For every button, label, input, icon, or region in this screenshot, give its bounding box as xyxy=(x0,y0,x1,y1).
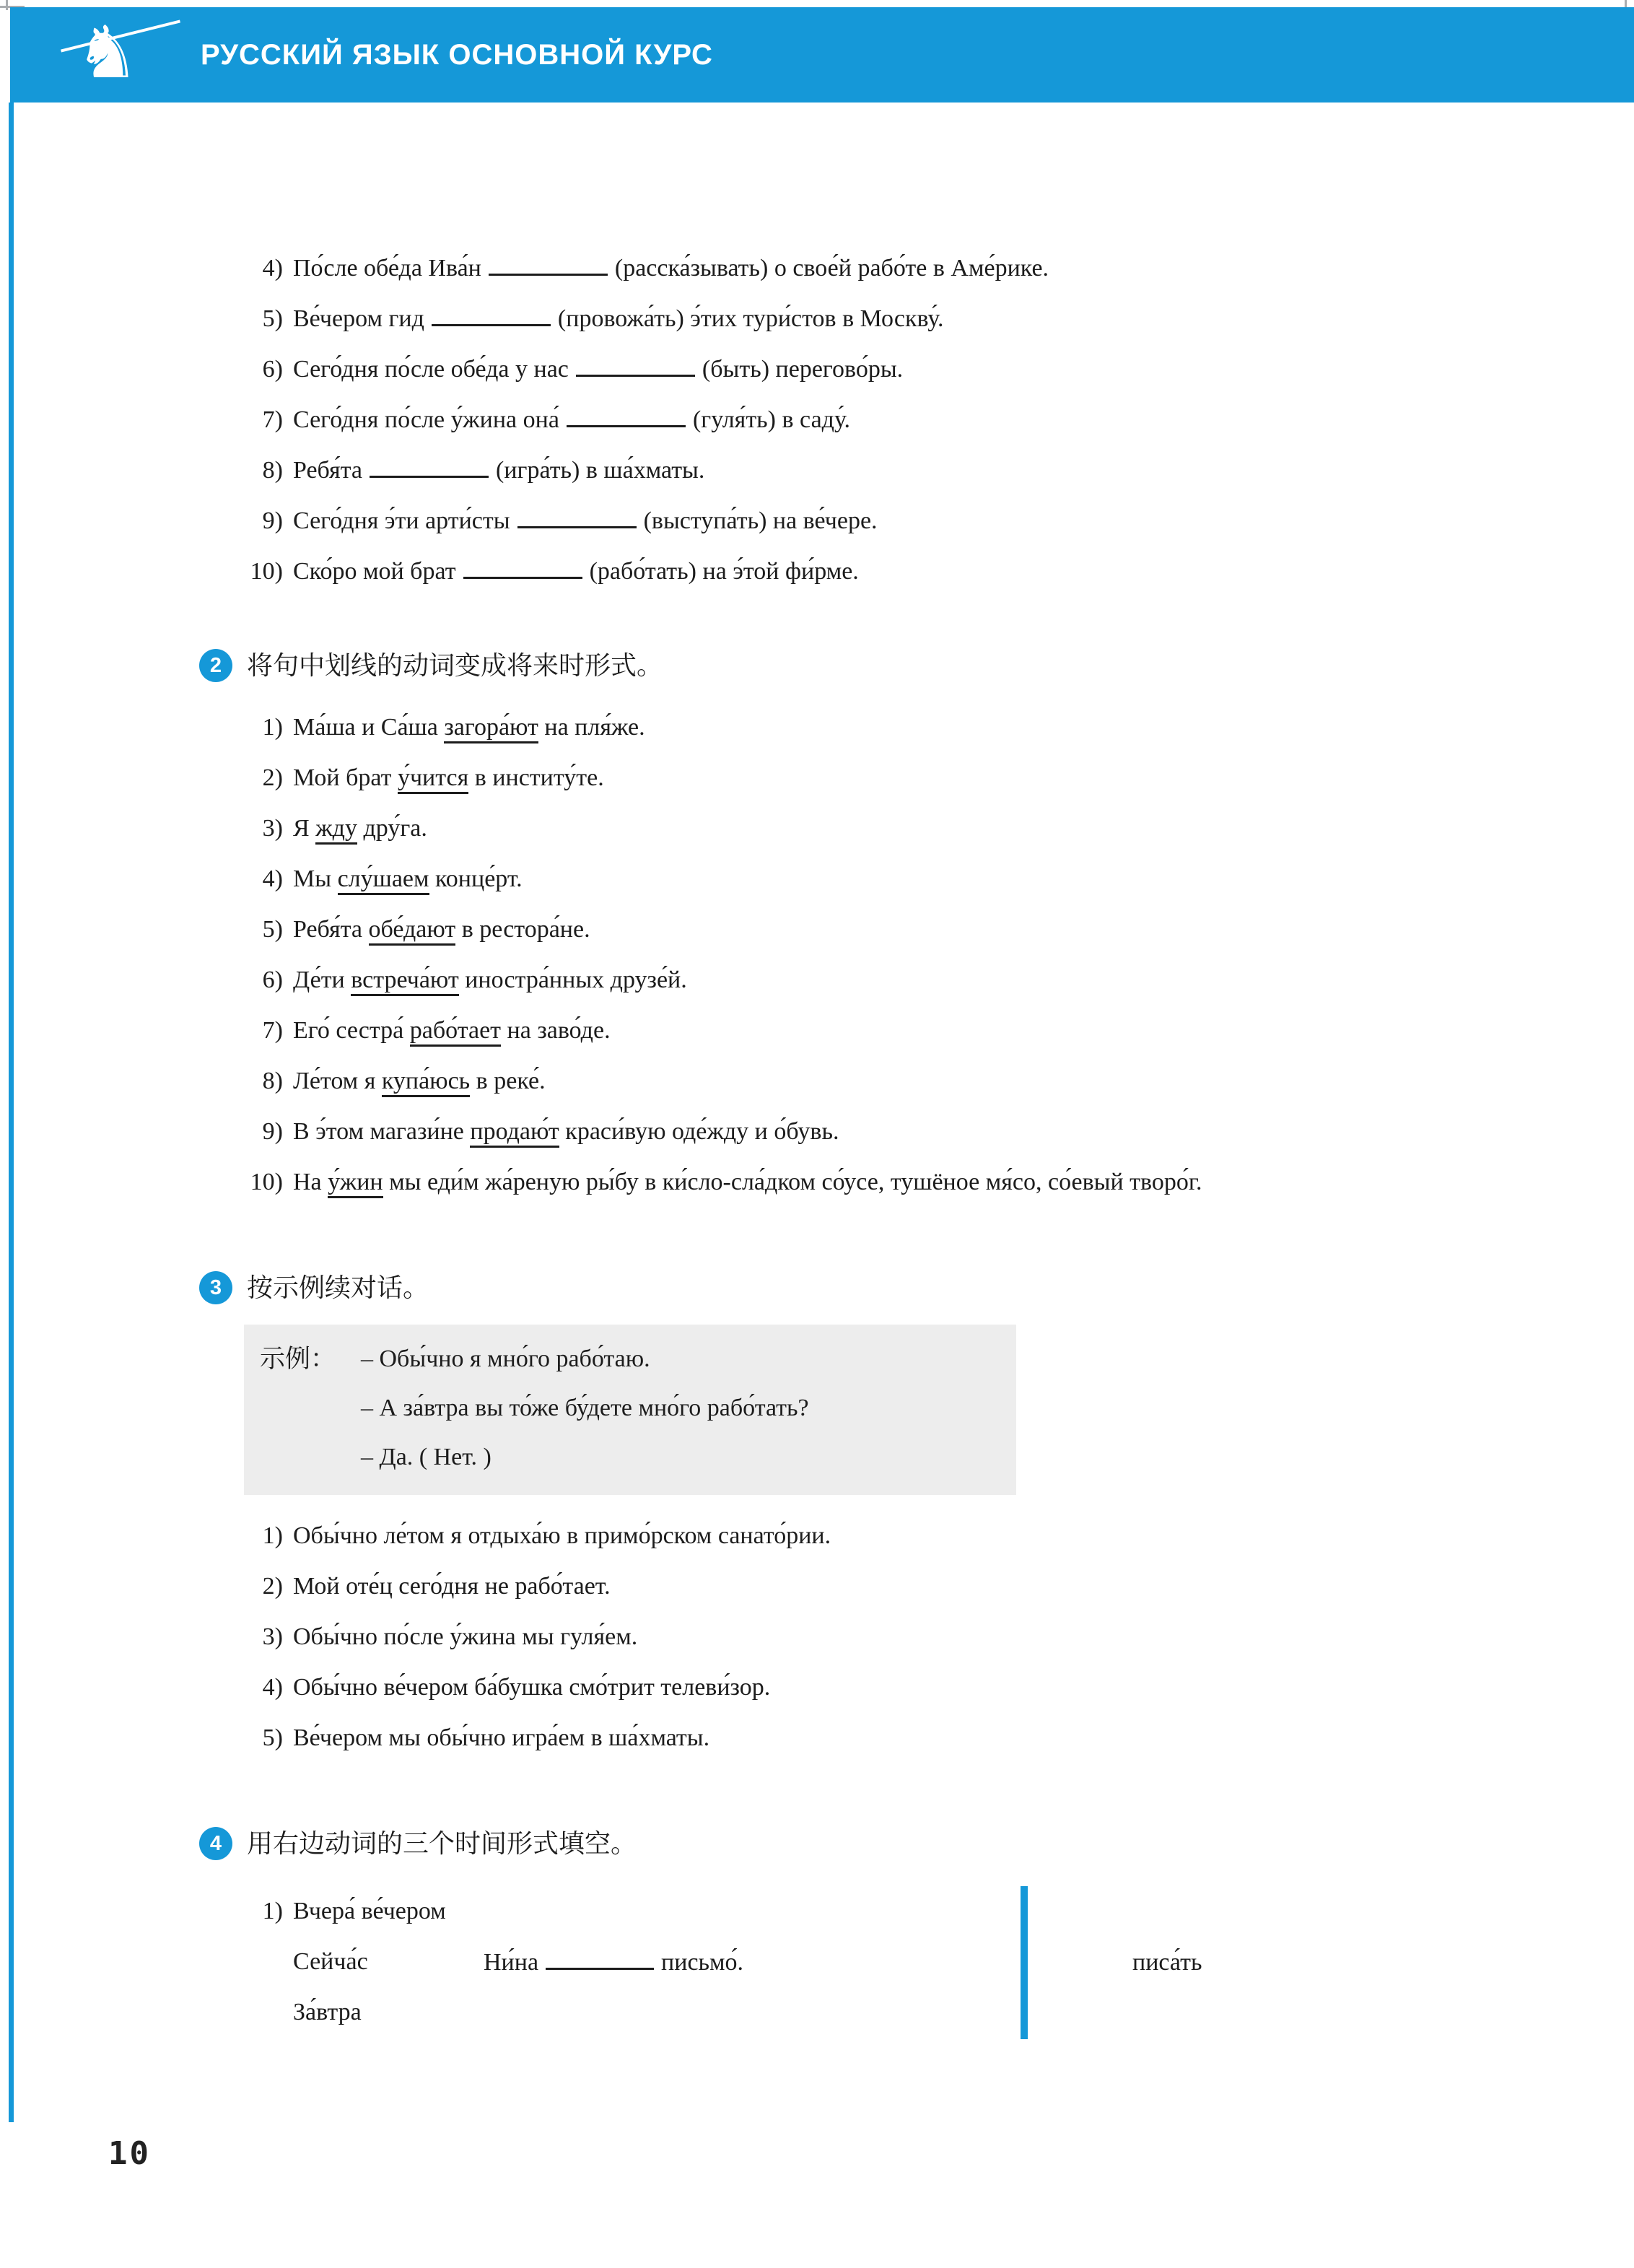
exercise1-item xyxy=(238,546,1526,597)
exercise2-title: 将句中划线的动词变成将来时形式。 xyxy=(247,651,663,680)
item-pre: Ребя́та xyxy=(293,916,369,943)
item-pre: Сего́дня по́сле у́жина она́ xyxy=(293,406,559,433)
item-post: в институ́те. xyxy=(468,764,604,791)
item-text: Ве́чером мы обы́чно игра́ем в ша́хматы. xyxy=(293,1724,710,1751)
item-number: 1) xyxy=(262,1522,283,1549)
example-dialog-line: – Да. ( Нет. ) xyxy=(361,1444,491,1470)
exercise4-item xyxy=(238,1886,1526,2039)
item-text: Мой оте́ц сего́дня не рабо́тает. xyxy=(293,1573,611,1600)
item-text xyxy=(293,1157,1526,1208)
item-number: 7) xyxy=(262,406,283,433)
item-number: 6) xyxy=(262,967,283,993)
item-pre: Ребя́та xyxy=(293,457,363,484)
item-number: 5) xyxy=(262,305,283,332)
example-box xyxy=(244,1325,1016,1495)
exercise4-title: 用右边动词的三个时间形式填空。 xyxy=(247,1829,637,1858)
horse-rider-logo-icon xyxy=(55,7,185,103)
item-post: конце́рт. xyxy=(429,865,523,892)
item-number: 2) xyxy=(262,764,283,791)
item-post: (игра́ть) в ша́хматы. xyxy=(496,457,705,484)
item-text xyxy=(293,445,1526,496)
sentence-subject: Ни́на xyxy=(484,1949,539,1976)
item-post: на пля́же. xyxy=(538,714,645,741)
exercise2-item xyxy=(238,1157,1526,1208)
exercise1-item xyxy=(238,243,1526,294)
exercise2-items xyxy=(238,702,1526,1208)
time-words-column xyxy=(238,1886,484,2039)
item-pre: Ле́том я xyxy=(293,1068,382,1094)
time-word: Вчера́ ве́чером xyxy=(293,1898,446,1924)
exercise3-item xyxy=(238,1662,1526,1713)
sentence-with-blank xyxy=(484,1949,1021,1976)
time-word: За́втра xyxy=(293,1999,362,2025)
item-post: (рабо́тать) на э́той фи́рме. xyxy=(589,558,859,585)
divider-bar xyxy=(1021,1886,1028,2039)
blank-line xyxy=(567,422,686,427)
item-post: иностра́нных друзе́й. xyxy=(458,967,687,993)
header-title: РУССКИЙ ЯЗЫК ОСНОВНОЙ КУРС xyxy=(201,38,713,71)
item-post: (быть) перегово́ры. xyxy=(702,356,904,383)
exercise2-item xyxy=(238,1056,1526,1107)
exercise3-item xyxy=(238,1561,1526,1612)
item-text xyxy=(293,546,1526,597)
exercise3-badge: 3 xyxy=(199,1271,232,1304)
exercise1-item xyxy=(238,395,1526,445)
blank-line xyxy=(576,372,695,377)
underlined-verb: купа́юсь xyxy=(382,1068,470,1097)
item-number: 1) xyxy=(262,714,283,741)
exercise2-item xyxy=(238,854,1526,904)
exercise3-items xyxy=(238,1511,1526,1763)
example-label: 示例： xyxy=(260,1345,336,1373)
exercise2-item xyxy=(238,1006,1526,1056)
item-post: (расска́зывать) о свое́й рабо́те в Аме́рике. xyxy=(614,255,1049,282)
underlined-verb: жду xyxy=(315,815,357,845)
item-text xyxy=(293,904,1526,955)
item-post: краси́вую оде́жду и о́бувь. xyxy=(559,1118,839,1145)
underlined-verb: встреча́ют xyxy=(351,967,458,996)
item-number: 3) xyxy=(262,815,283,842)
item-number: 4) xyxy=(262,865,283,892)
underlined-verb: у́чится xyxy=(398,764,468,794)
crop-mark-top-left xyxy=(6,0,8,10)
blank-line xyxy=(546,1965,654,1970)
exercise1-item xyxy=(238,445,1526,496)
item-number: 6) xyxy=(262,356,283,383)
exercise2-item xyxy=(238,702,1526,753)
item-text xyxy=(293,955,1526,1006)
item-pre: Ма́ша и Са́ша xyxy=(293,714,445,741)
item-text xyxy=(293,1056,1526,1107)
blank-line xyxy=(463,574,582,579)
exercise2-badge: 2 xyxy=(199,649,232,682)
item-pre: Мой брат xyxy=(293,764,398,791)
item-pre: Сего́дня э́ти арти́сты xyxy=(293,507,510,534)
item-text xyxy=(293,395,1526,445)
blank-line xyxy=(370,473,489,478)
item-number: 10) xyxy=(250,1169,283,1195)
example-dialog-line: – А за́втра вы то́же бу́дете мно́го рабо́тать? xyxy=(361,1395,809,1421)
exercise2-item xyxy=(238,955,1526,1006)
item-number: 9) xyxy=(262,1118,283,1145)
time-word-row xyxy=(238,1987,484,2038)
item-post: в рестора́не. xyxy=(455,916,590,943)
item-number-spacer xyxy=(238,1937,283,1987)
underlined-verb: у́жин xyxy=(328,1169,383,1198)
item-text xyxy=(293,344,1526,395)
item-post: (провожа́ть) э́тих тури́стов в Москву́. xyxy=(557,305,944,332)
item-text xyxy=(293,1006,1526,1056)
item-text: Обы́чно ве́чером ба́бушка смо́трит телеви́зор. xyxy=(293,1674,771,1701)
underlined-verb: слу́шаем xyxy=(338,865,429,895)
time-word-row xyxy=(238,1937,484,1987)
exercise3-title: 按示例续对话。 xyxy=(247,1273,429,1302)
page-number: 10 xyxy=(108,2135,151,2172)
item-text xyxy=(293,496,1526,546)
item-number: 3) xyxy=(262,1623,283,1650)
underlined-verb: продаю́т xyxy=(470,1118,559,1148)
item-number-spacer xyxy=(238,1987,283,2038)
item-pre: Ве́чером гид xyxy=(293,305,424,332)
item-pre: Его́ сестра́ xyxy=(293,1017,410,1044)
item-number: 4) xyxy=(262,255,283,282)
item-pre: По́сле обе́да Ива́н xyxy=(293,255,481,282)
sentence-object: письмо́. xyxy=(661,1949,744,1976)
item-post: в реке́. xyxy=(470,1068,546,1094)
underlined-verb: рабо́тает xyxy=(410,1017,501,1047)
exercise1-item xyxy=(238,344,1526,395)
exercise2-item xyxy=(238,1107,1526,1157)
exercise1-items xyxy=(238,243,1526,597)
item-text xyxy=(293,702,1526,753)
item-post: (гуля́ть) в саду́. xyxy=(692,406,851,433)
item-number: 2) xyxy=(262,1573,283,1600)
item-number: 5) xyxy=(262,1724,283,1751)
time-word-row xyxy=(238,1886,484,1937)
exercise1-item xyxy=(238,294,1526,344)
item-post: на заво́де. xyxy=(501,1017,611,1044)
example-dialog-line: – Обы́чно я мно́го рабо́таю. xyxy=(361,1345,650,1372)
item-number: 4) xyxy=(262,1674,283,1701)
item-number: 8) xyxy=(262,457,283,484)
item-text xyxy=(293,294,1526,344)
underlined-verb: загора́ют xyxy=(444,714,538,743)
item-pre: В э́том магази́не xyxy=(293,1118,471,1145)
verb-to-use: писа́ть xyxy=(1132,1949,1202,1976)
item-pre: Ско́ро мой брат xyxy=(293,558,456,585)
item-post: мы еди́м жа́реную ры́бу в ки́сло-сла́дком со́усе, тушёное мя́со, со́евый творо́г. xyxy=(383,1169,1202,1195)
exercise3-item xyxy=(238,1612,1526,1662)
exercise3-item xyxy=(238,1713,1526,1763)
blank-line xyxy=(517,523,637,528)
item-pre: Де́ти xyxy=(293,967,351,993)
exercise3-item xyxy=(238,1511,1526,1561)
time-word: Сейча́с xyxy=(293,1948,368,1975)
example-line xyxy=(260,1335,997,1384)
exercise2-item xyxy=(238,803,1526,854)
blank-line xyxy=(489,271,608,276)
item-text xyxy=(293,243,1526,294)
underlined-verb: обе́дают xyxy=(369,916,456,946)
page-content xyxy=(0,103,1634,2039)
item-post: дру́га. xyxy=(357,815,427,842)
item-number: 10) xyxy=(250,558,283,585)
item-number: 7) xyxy=(262,1017,283,1044)
exercise2-item xyxy=(238,904,1526,955)
item-text xyxy=(293,803,1526,854)
item-text xyxy=(293,753,1526,803)
blank-line xyxy=(432,321,551,326)
item-number: 9) xyxy=(262,507,283,534)
item-number: 5) xyxy=(262,916,283,943)
item-pre: Мы xyxy=(293,865,338,892)
exercise4-badge: 4 xyxy=(199,1827,232,1860)
horse-icon: ♞ xyxy=(75,10,140,95)
exercise4-heading xyxy=(199,1826,1526,1862)
exercise3-heading xyxy=(199,1270,1526,1306)
item-text: Обы́чно ле́том я отдыха́ю в примо́рском санато́рии. xyxy=(293,1522,831,1549)
item-text: Обы́чно по́сле у́жина мы гуля́ем. xyxy=(293,1623,638,1650)
item-post: (выступа́ть) на ве́чере. xyxy=(643,507,878,534)
item-pre: На xyxy=(293,1169,328,1195)
header-bar xyxy=(10,7,1634,103)
item-pre: Я xyxy=(293,815,316,842)
item-number: 1) xyxy=(262,1898,283,1924)
exercise2-heading xyxy=(199,647,1526,684)
item-pre: Сего́дня по́сле обе́да у нас xyxy=(293,356,569,383)
exercise1-item xyxy=(238,496,1526,546)
exercise2-item xyxy=(238,753,1526,803)
item-text xyxy=(293,1107,1526,1157)
item-text xyxy=(293,854,1526,904)
item-number: 8) xyxy=(262,1068,283,1094)
